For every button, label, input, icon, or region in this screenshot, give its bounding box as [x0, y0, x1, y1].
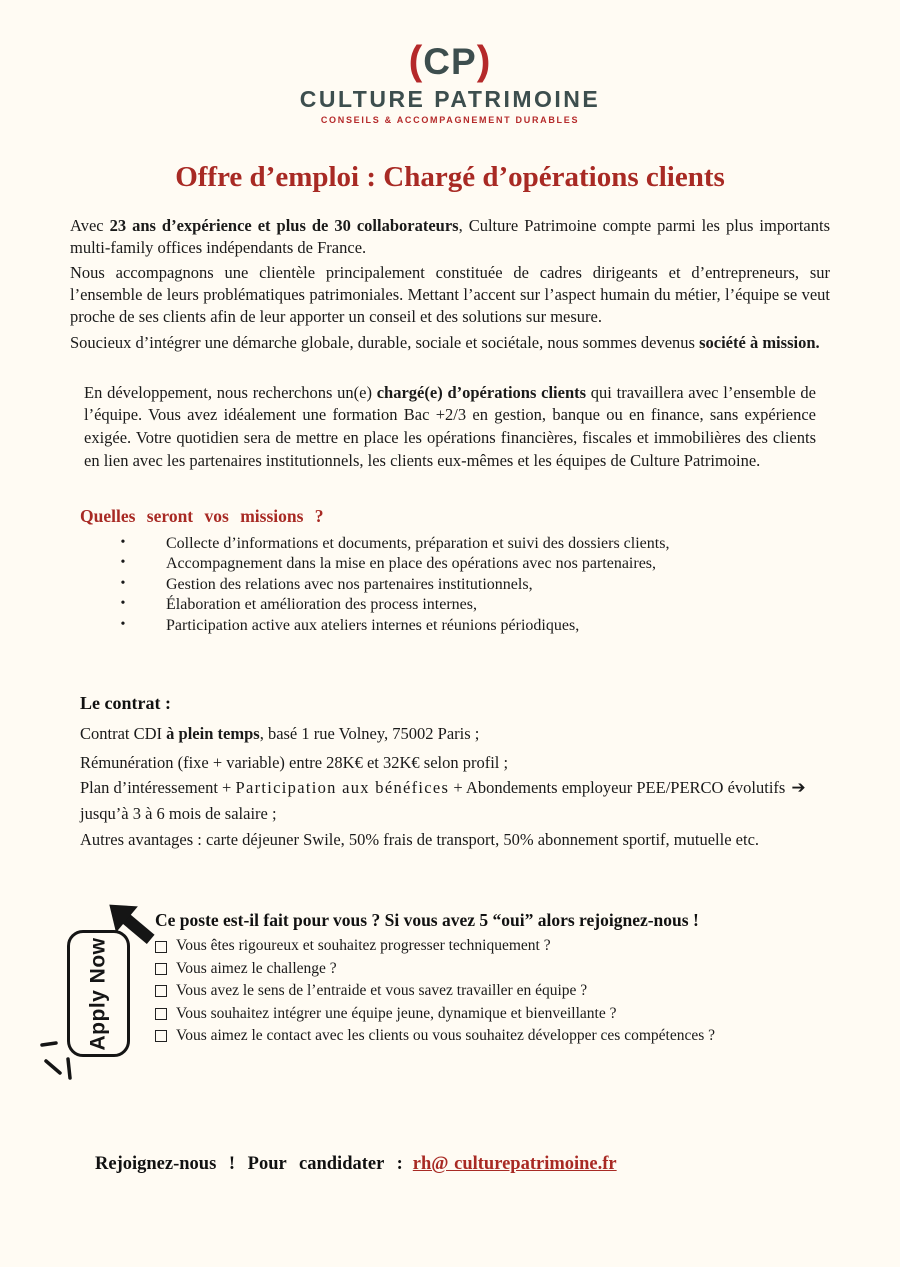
contract-l3-text-2: + Abondements employeur PEE/PERCO évolutifs [449, 778, 786, 798]
mission-item [80, 616, 830, 636]
question-item [155, 980, 715, 1002]
apply-section [55, 910, 840, 1080]
contract-l3-spaced: Participation aux bénéfices [235, 778, 450, 798]
bullet-icon: • [120, 555, 126, 571]
contract-line-type [80, 723, 830, 744]
bullet-icon: • [120, 575, 126, 591]
missions-list [80, 534, 830, 636]
intro-section [70, 215, 830, 354]
company-logo [0, 0, 900, 125]
checkbox-icon [155, 985, 167, 997]
mission-item-label: Gestion des relations avec nos partenaires institutionnels, [166, 575, 533, 593]
mission-item-label: Collecte d’informations et documents, préparation et suivi des dossiers clients, [166, 534, 670, 552]
intro-p3-text: Soucieux d’intégrer une démarche globale, durable, sociale et sociétale, nous sommes devenus [70, 332, 700, 352]
bullet-icon: • [120, 534, 126, 550]
question-label: Vous avez le sens de l’entraide et vous savez travailler en équipe ? [176, 982, 588, 1000]
question-item [155, 1025, 715, 1047]
page-title: Offre d’emploi : Chargé d’opérations clients [175, 161, 725, 193]
apply-questions-list [155, 935, 715, 1047]
mission-item [80, 534, 830, 554]
mission-item [80, 554, 830, 574]
contract-line-salary: Rémunération (fixe + variable) entre 28K€ et 32K€ selon profil ; [80, 752, 509, 772]
checkbox-icon [155, 1030, 167, 1042]
bullet-icon: • [120, 616, 126, 632]
intro-p3-bold: société à mission. [699, 332, 820, 352]
mission-item-label: Accompagnement dans la mise en place des opérations avec nos partenaires, [166, 555, 657, 573]
intro-p1-text-2: , Culture Patrimoine compte parmi les plus importants multi-family offices indépendants de France. [70, 216, 831, 258]
intro-paragraph-3 [70, 332, 830, 354]
intro-p1-text: Avec [70, 216, 110, 235]
apply-heading: Ce poste est-il fait pour vous ? Si vous avez 5 “oui” alors rejoignez-nous ! [155, 910, 699, 931]
logo-tagline: CONSEILS & ACCOMPAGNEMENT DURABLES [320, 115, 580, 125]
logo-monogram-letters: CP [423, 41, 477, 82]
question-item [155, 958, 715, 980]
contract-line-plans-cont: jusqu’à 3 à 6 mois de salaire ; [80, 804, 277, 824]
role-section [84, 382, 816, 473]
role-text-2: qui travaillera avec l’ensemble de l’équipe. Vous avez idéalement une formation Bac +2/3 en gestion, banque ou en finance, sans expérience exigée. Votre quotidien sera de mettre en place les opérations financières, fiscales et immobilières des clients en lien avec les partenaires institutionnels, les clients eux-mêmes et les équipes de Culture Patrimoine. [84, 382, 816, 470]
role-paragraph [84, 382, 816, 473]
mission-item-label: Élaboration et amélioration des process internes, [166, 596, 478, 614]
question-label: Vous êtes rigoureux et souhaitez progresser techniquement ? [176, 937, 551, 955]
intro-p1-bold: 23 ans d’expérience et plus de 30 collaborateurs [109, 216, 459, 235]
contract-l1-bold: à plein temps [166, 724, 260, 744]
checkbox-icon [155, 1008, 167, 1020]
contact-label: Rejoignez-nous ! Pour candidater : [95, 1154, 403, 1175]
question-item [155, 1003, 715, 1025]
missions-section [80, 506, 830, 636]
contract-section [80, 692, 830, 850]
apply-now-stamp [55, 910, 143, 1080]
intro-paragraph-1 [70, 215, 830, 259]
contract-heading: Le contrat : [80, 693, 171, 714]
contact-footer [95, 1154, 900, 1175]
question-label: Vous aimez le challenge ? [176, 959, 337, 977]
apply-now-stamp-label: Apply Now [86, 937, 110, 1051]
emphasis-marks-icon [39, 1038, 77, 1084]
logo-cp-monogram [0, 37, 900, 83]
contract-line-perks: Autres avantages : carte déjeuner Swile, 50% frais de transport, 50% abonnement sportif, mutuelle etc. [80, 829, 760, 849]
role-bold: chargé(e) d’opérations clients [376, 382, 587, 402]
arrow-right-icon: ➔ [791, 778, 806, 799]
intro-paragraph-2: Nous accompagnons une clientèle principalement constituée de cadres dirigeants et d’entrepreneurs, sur l’ensemble de leurs problématiques patrimoniales. Mettant l’accent sur l’aspect humain du métier, l’équipe se veut proche de ses clients afin de leur apporter un conseil et des solutions sur mesure. [70, 263, 830, 327]
bullet-icon: • [120, 596, 126, 612]
logo-paren-close: ) [476, 37, 492, 83]
mission-item-label: Participation active aux ateliers internes et réunions périodiques, [166, 616, 580, 634]
mission-item [80, 595, 830, 615]
contract-l1-text-2: , basé 1 rue Volney, 75002 Paris ; [259, 724, 480, 744]
missions-heading: Quelles seront vos missions ? [80, 505, 324, 526]
contract-line-plans [80, 777, 830, 799]
email-link[interactable]: rh@ culturepatrimoine.fr [412, 1154, 617, 1175]
checkbox-icon [155, 963, 167, 975]
logo-paren-open: ( [408, 37, 424, 83]
contract-l3-text: Plan d’intéressement + [80, 778, 236, 798]
question-label: Vous aimez le contact avec les clients ou vous souhaitez développer ces compétences ? [176, 1027, 715, 1045]
apply-checklist [155, 910, 715, 1047]
role-text: En développement, nous recherchons un(e) [84, 382, 377, 402]
contract-l1-text: Contrat CDI [80, 724, 167, 744]
mission-item [80, 575, 830, 595]
logo-company-name: CULTURE PATRIMOINE [299, 86, 601, 112]
question-item [155, 935, 715, 957]
question-label: Vous souhaitez intégrer une équipe jeune, dynamique et bienveillante ? [176, 1004, 617, 1022]
